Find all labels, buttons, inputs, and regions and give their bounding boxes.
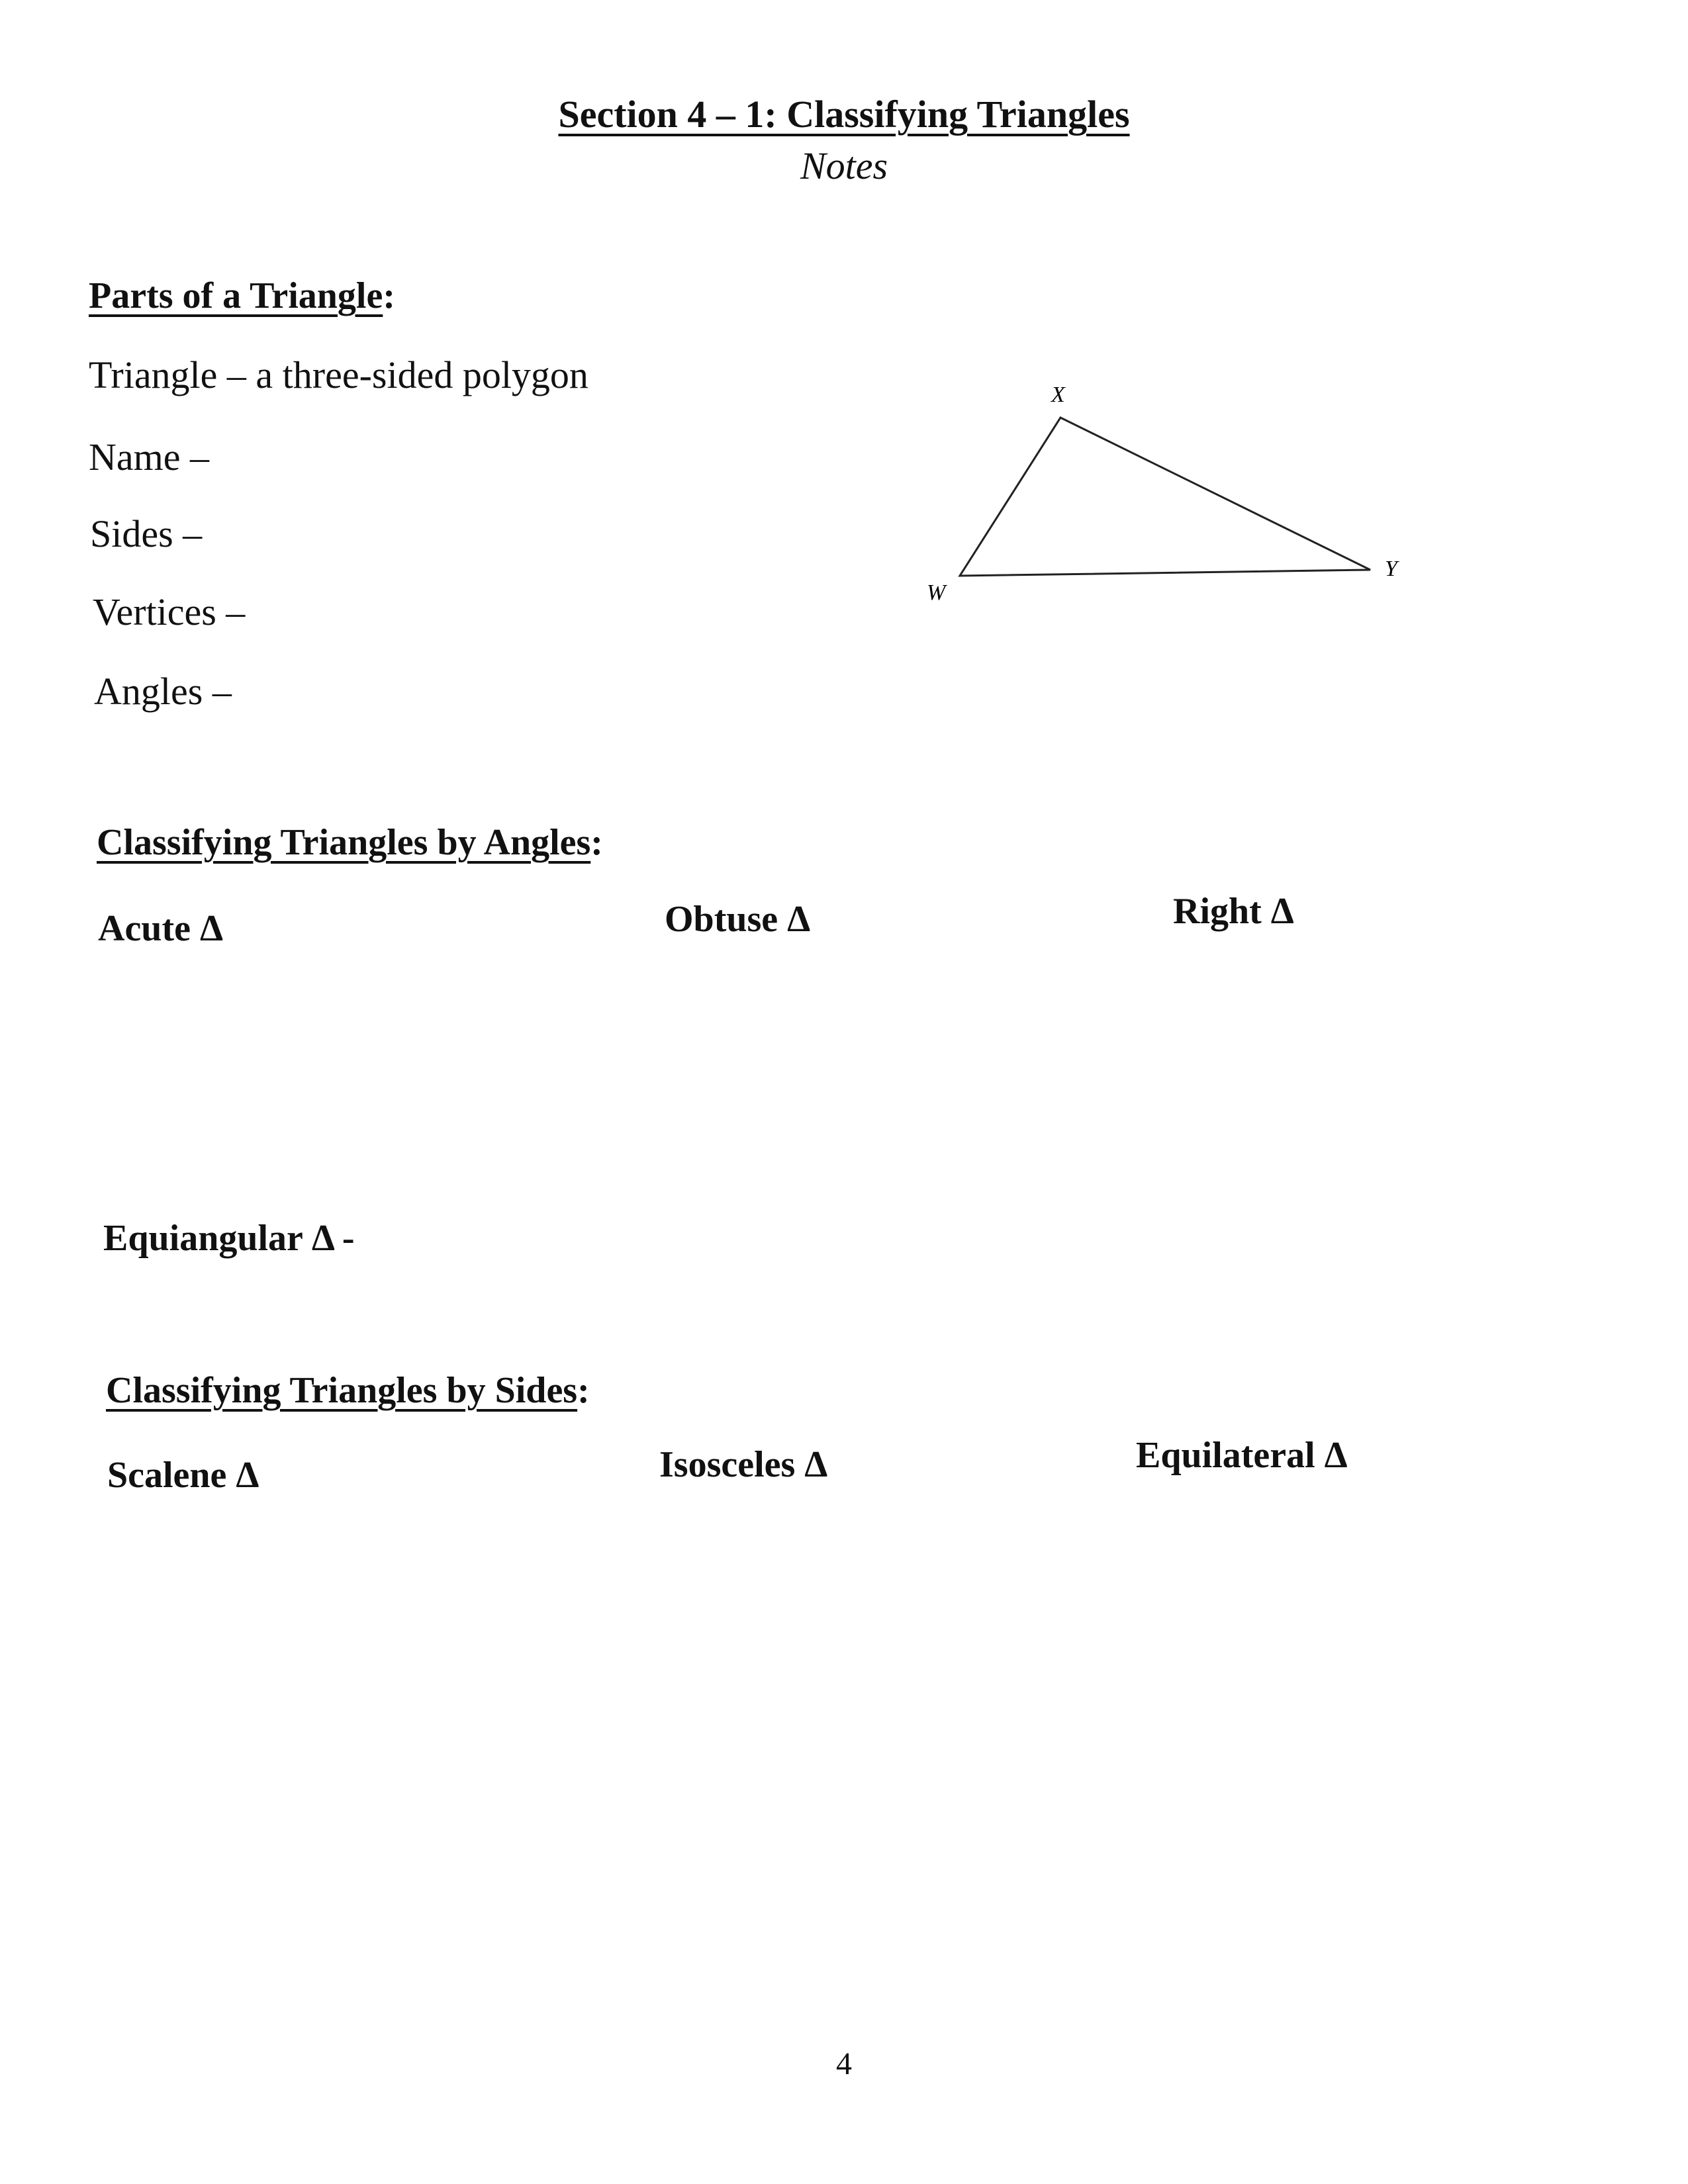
scalene-label: Scalene Δ (107, 1455, 259, 1496)
vertex-label-y: Y (1385, 557, 1397, 581)
parts-heading (89, 274, 395, 318)
definition-sides: Sides – (90, 512, 203, 555)
definition-name: Name – (89, 435, 209, 478)
sides-heading-text: Classifying Triangles by Sides (106, 1370, 578, 1411)
equilateral-label: Equilateral Δ (1136, 1435, 1348, 1476)
acute-label: Acute Δ (98, 908, 224, 949)
vertex-label-x: X (1051, 383, 1065, 407)
vertex-label-w: W (927, 580, 946, 605)
page-title-text: Section 4 – 1: Classifying Triangles (558, 93, 1130, 136)
parts-heading-colon: : (383, 275, 395, 316)
angles-heading-colon: : (590, 822, 603, 863)
right-label: Right Δ (1173, 891, 1294, 932)
parts-heading-text: Parts of a Triangle (89, 275, 383, 316)
definition-vertices: Vertices – (93, 590, 246, 633)
triangle-wxy (960, 418, 1370, 576)
page-title (0, 91, 1688, 138)
page-subtitle: Notes (800, 144, 888, 187)
sides-heading-colon: : (577, 1370, 590, 1411)
angles-heading (97, 821, 603, 865)
equiangular-label: Equiangular Δ - (103, 1218, 355, 1259)
page-number: 4 (836, 2046, 852, 2081)
angles-heading-text: Classifying Triangles by Angles (97, 822, 591, 863)
isosceles-label: Isosceles Δ (659, 1444, 828, 1485)
sides-heading (106, 1369, 590, 1413)
definition-triangle: Triangle – a three-sided polygon (89, 353, 588, 396)
triangle-svg (914, 371, 1417, 622)
obtuse-label: Obtuse Δ (665, 899, 811, 940)
definition-angles: Angles – (94, 670, 232, 713)
triangle-diagram (914, 371, 1417, 622)
